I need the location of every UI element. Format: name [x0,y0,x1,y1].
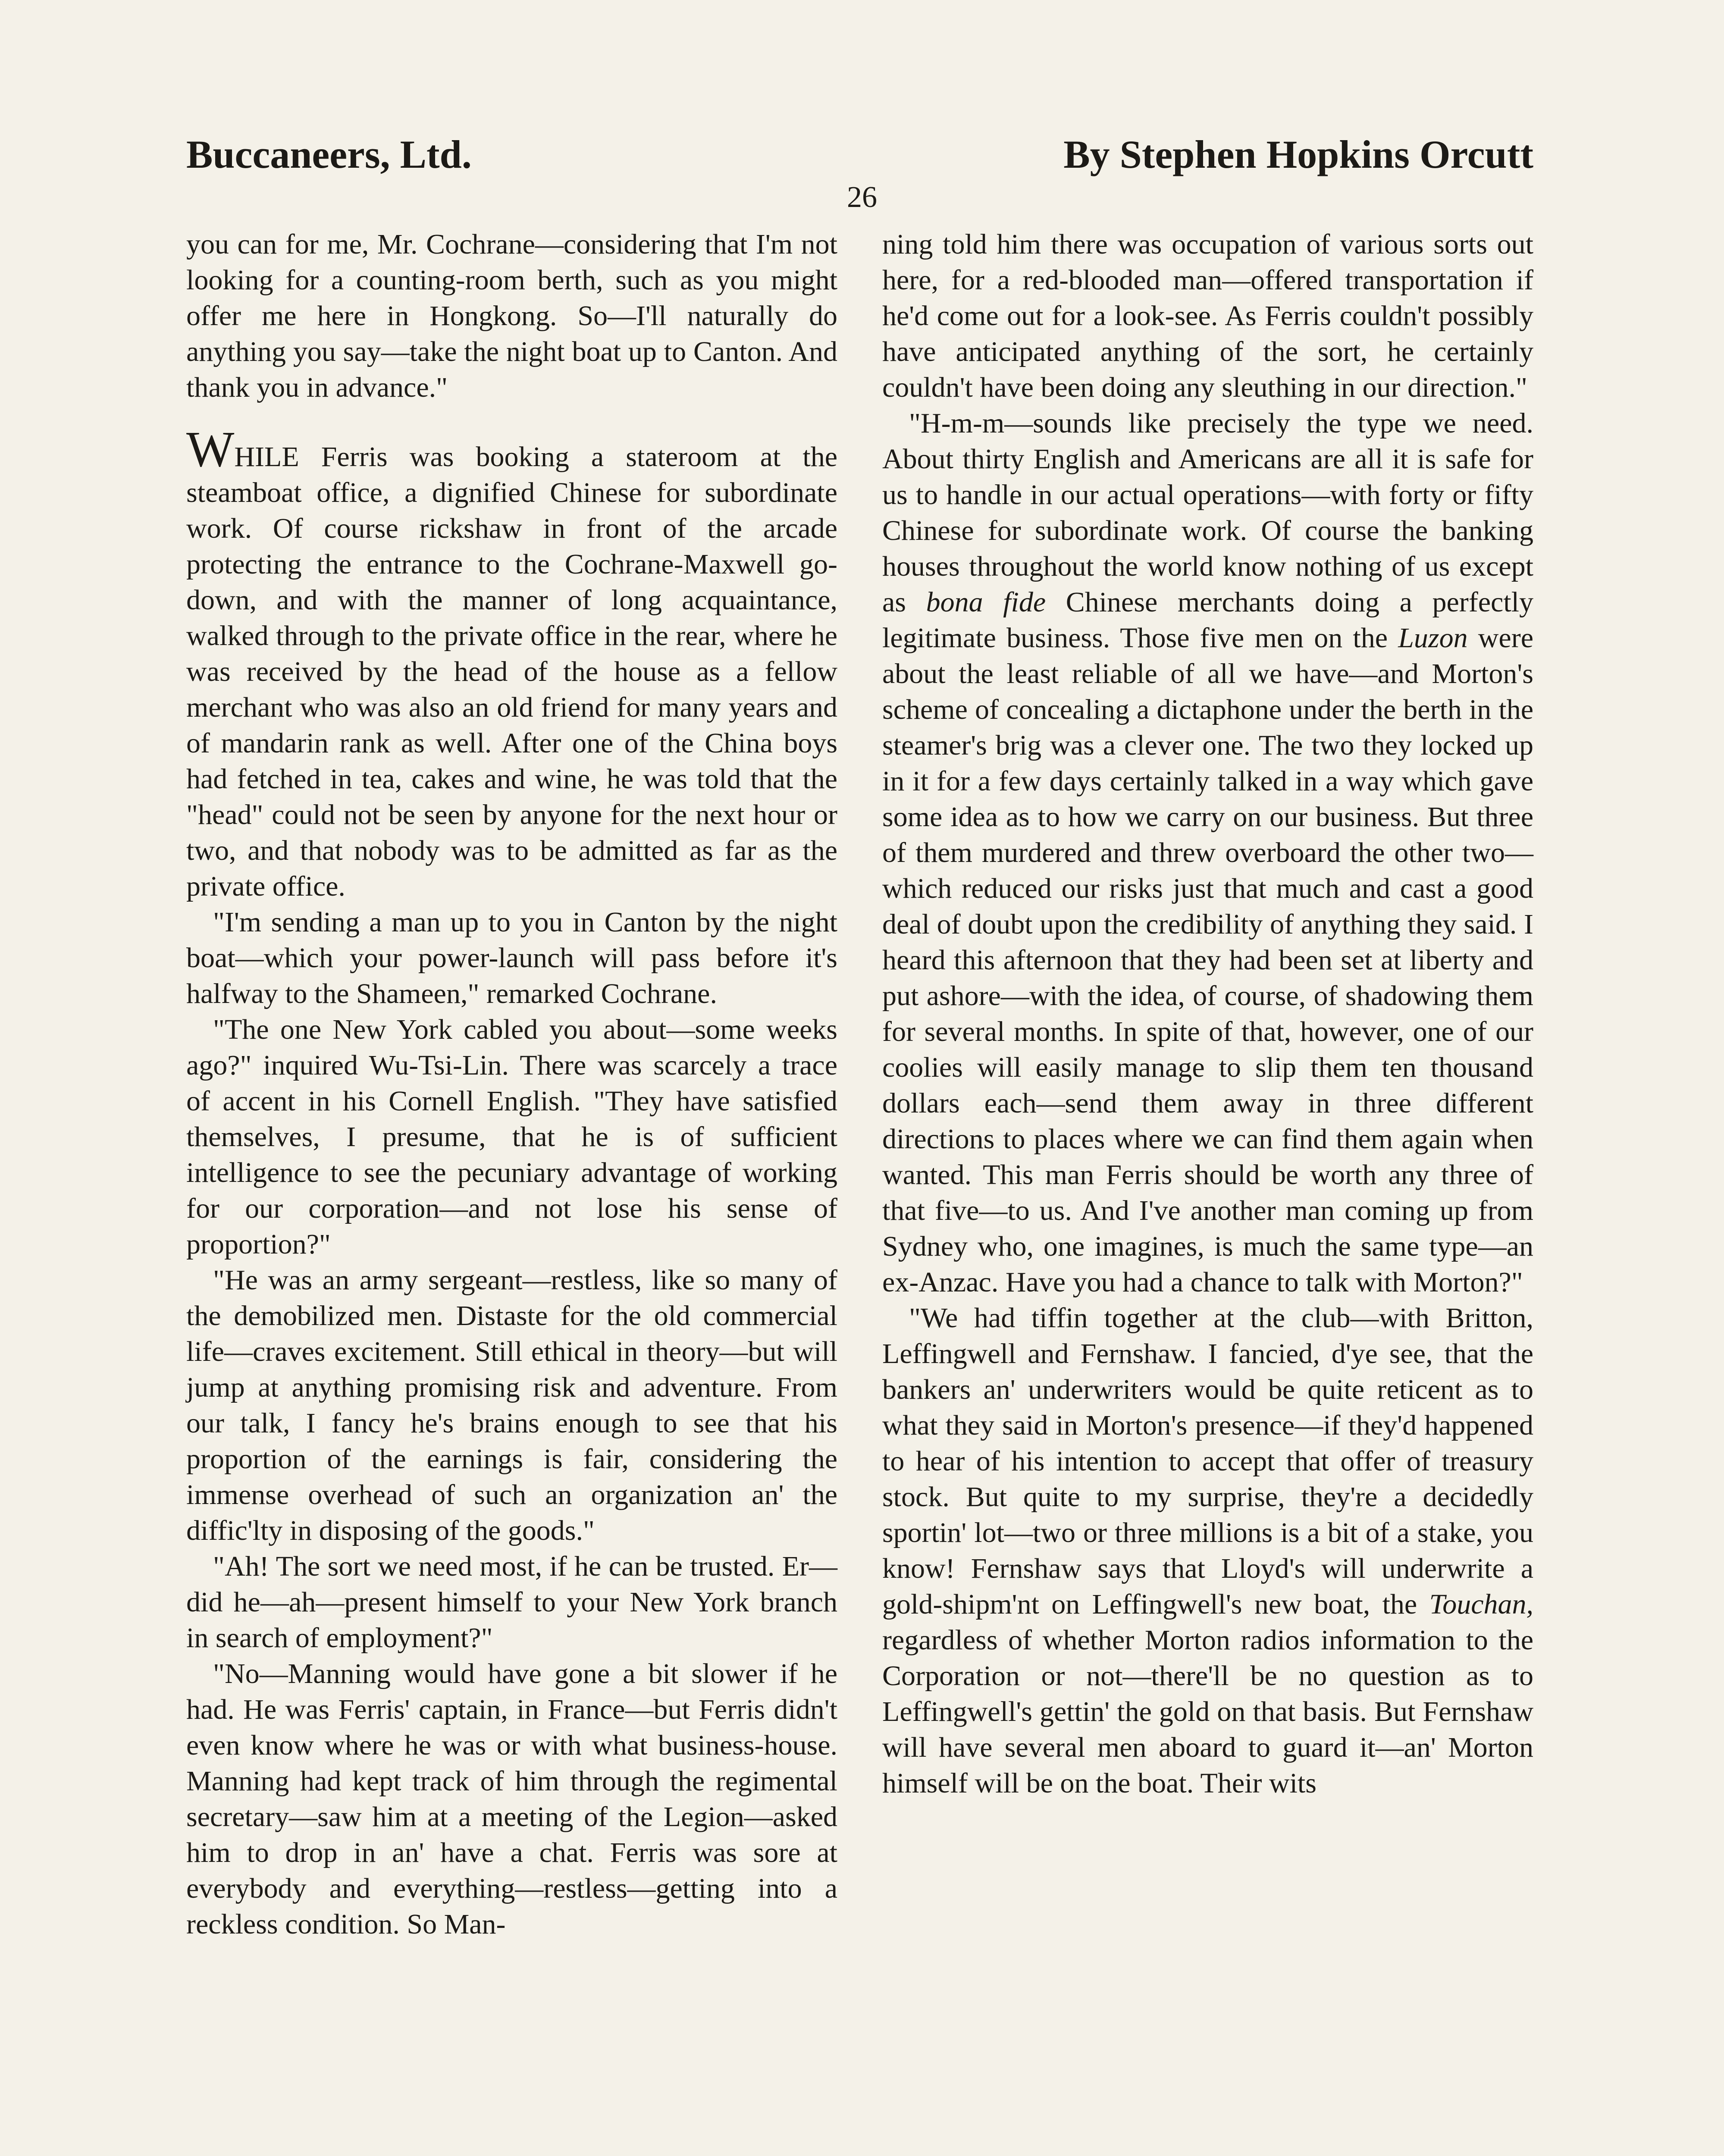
author-byline: By Stephen Hopkins Orcutt [1063,132,1533,176]
paragraph [882,1300,1533,1801]
page-number: 26 [847,181,877,214]
paragraph: "I'm sending a man up to you in Canton by the night boat—which your power-launch will pass before it's halfway to the Shameen," remarked Cochrane. [186,906,837,1009]
paragraph-text: were about the least reliable of all we have—and Morton's scheme of concealing a dictaphone under the berth in the steamer's brig was a clever one. The two they locked up in it for a few days certainly talked in a way which gave some idea as to how we carry on our business. But three of them murdered and threw overboard the other two—which reduced our risks just that much and cast a good deal of doubt upon the credibility of anything they said. I heard this afternoon that they had been set at liberty and put ashore—with the idea, of course, of shadowing them for several months. In spite of that, however, one of our coolies will easily manage to slip them ten thousand dollars each—send them away in three different directions to places where we can find them again when wanted. This man Ferris should be worth any three of that five—to us. And I've another man coming up from Sydney who, one imagines, is much the same type—an ex-Anzac. Have you had a chance to talk with Morton?" [882,622,1534,1298]
drop-cap: W [186,421,235,477]
story-title: Buccaneers, Ltd. [186,132,472,176]
left-text-column [186,226,837,1942]
paragraph-text: "H-m-m—sounds like precisely the type we need. About thirty English and Americans are all it is safe for us to handle in our actual operations—with forty or fifty Chinese for subordinate work. Of course the banking houses throughout the world know nothing of us except as [882,407,1533,618]
paragraph-text: Chinese merchants doing a perfectly legitimate business. Those five men on the [882,586,1533,654]
italic-phrase: bona fide [926,586,1046,618]
ship-name: Luzon [1398,622,1468,654]
paragraph: "Ah! The sort we need most, if he can be trusted. Er—did he—ah—present himself to your New York branch in search of employment?" [186,1551,837,1654]
section-opening-paragraph [186,421,837,904]
paragraph-text: regardless of whether Morton radios information to the Corporation or not—there'll be no question as to Leffingwell's gettin' the gold on that basis. But Fernshaw will have several men aboard to guard it—an' Morton himself will be on the boat. Their wits [882,1624,1533,1799]
paragraph: "The one New York cabled you about—some weeks ago?" inquired Wu-Tsi-Lin. There was scarcely a trace of accent in his Cornell English. "They have satisfied themselves, I presume, that he is of sufficient intelligence to see the pecuniary advantage of working for our corporation—and not lose his sense of proportion?" [186,1014,837,1260]
ship-name: Touchan, [1429,1589,1533,1620]
right-text-column [882,226,1533,1801]
paragraph: ning told him there was occupation of various sorts out here, for a red-blooded man—offered transportation if he'd come out for a look-see. As Ferris couldn't possibly have anticipated anything of the sort, he certainly couldn't have been doing any sleuthing in our direction." [882,229,1533,403]
paragraph [882,405,1533,1300]
paragraph-text: HILE Ferris was booking a stateroom at the steamboat office, a dignified Chinese for subordinate work. Of course rickshaw in front of the arcade protecting the entrance to the Cochrane-Maxwell go-down, and with the manner of long acquaintance, walked through to the private office in the rear, where he was received by the head of the house as a fellow merchant who was also an old friend for many years and of mandarin rank as well. After one of the China boys had fetched in tea, cakes and wine, he was told that the "head" could not be seen by anyone for the next hour or two, and that nobody was to be admitted as far as the private office. [186,441,837,902]
paragraph-text: "We had tiffin together at the club—with Britton, Leffingwell and Fernshaw. I fancied, d'ye see, that the bankers an' underwriters would be quite reticent as to what they said in Morton's presence—if they'd happened to hear of his intention to accept that offer of treasury stock. But quite to my surprise, they're a decidedly sportin' lot—two or three millions is a bit of a stake, you know! Fernshaw says that Lloyd's will underwrite a gold-shipm'nt on Leffingwell's new boat, the [882,1302,1533,1620]
paragraph: you can for me, Mr. Cochrane—considering that I'm not looking for a counting-room berth, such as you might offer me here in Hongkong. So—I'll naturally do anything you say—take the night boat up to Canton. And thank you in advance." [186,229,837,403]
paragraph: "No—Manning would have gone a bit slower if he had. He was Ferris' captain, in France—but Ferris didn't even know where he was or with what business-house. Manning had kept track of him through the regimental secretary—saw him at a meeting of the Legion—asked him to drop in an' have a chat. Ferris was sore at everybody and everything—restless—getting into a reckless condition. So Man- [186,1658,837,1940]
paragraph: "He was an army sergeant—restless, like so many of the demobilized men. Distaste for the old commercial life—craves excitement. Still ethical in theory—but will jump at anything promising risk and adventure. From our talk, I fancy he's brains enough to see that his proportion of the earnings is fair, considering the immense overhead of such an organization an' the diffic'lty in disposing of the goods." [186,1264,837,1546]
